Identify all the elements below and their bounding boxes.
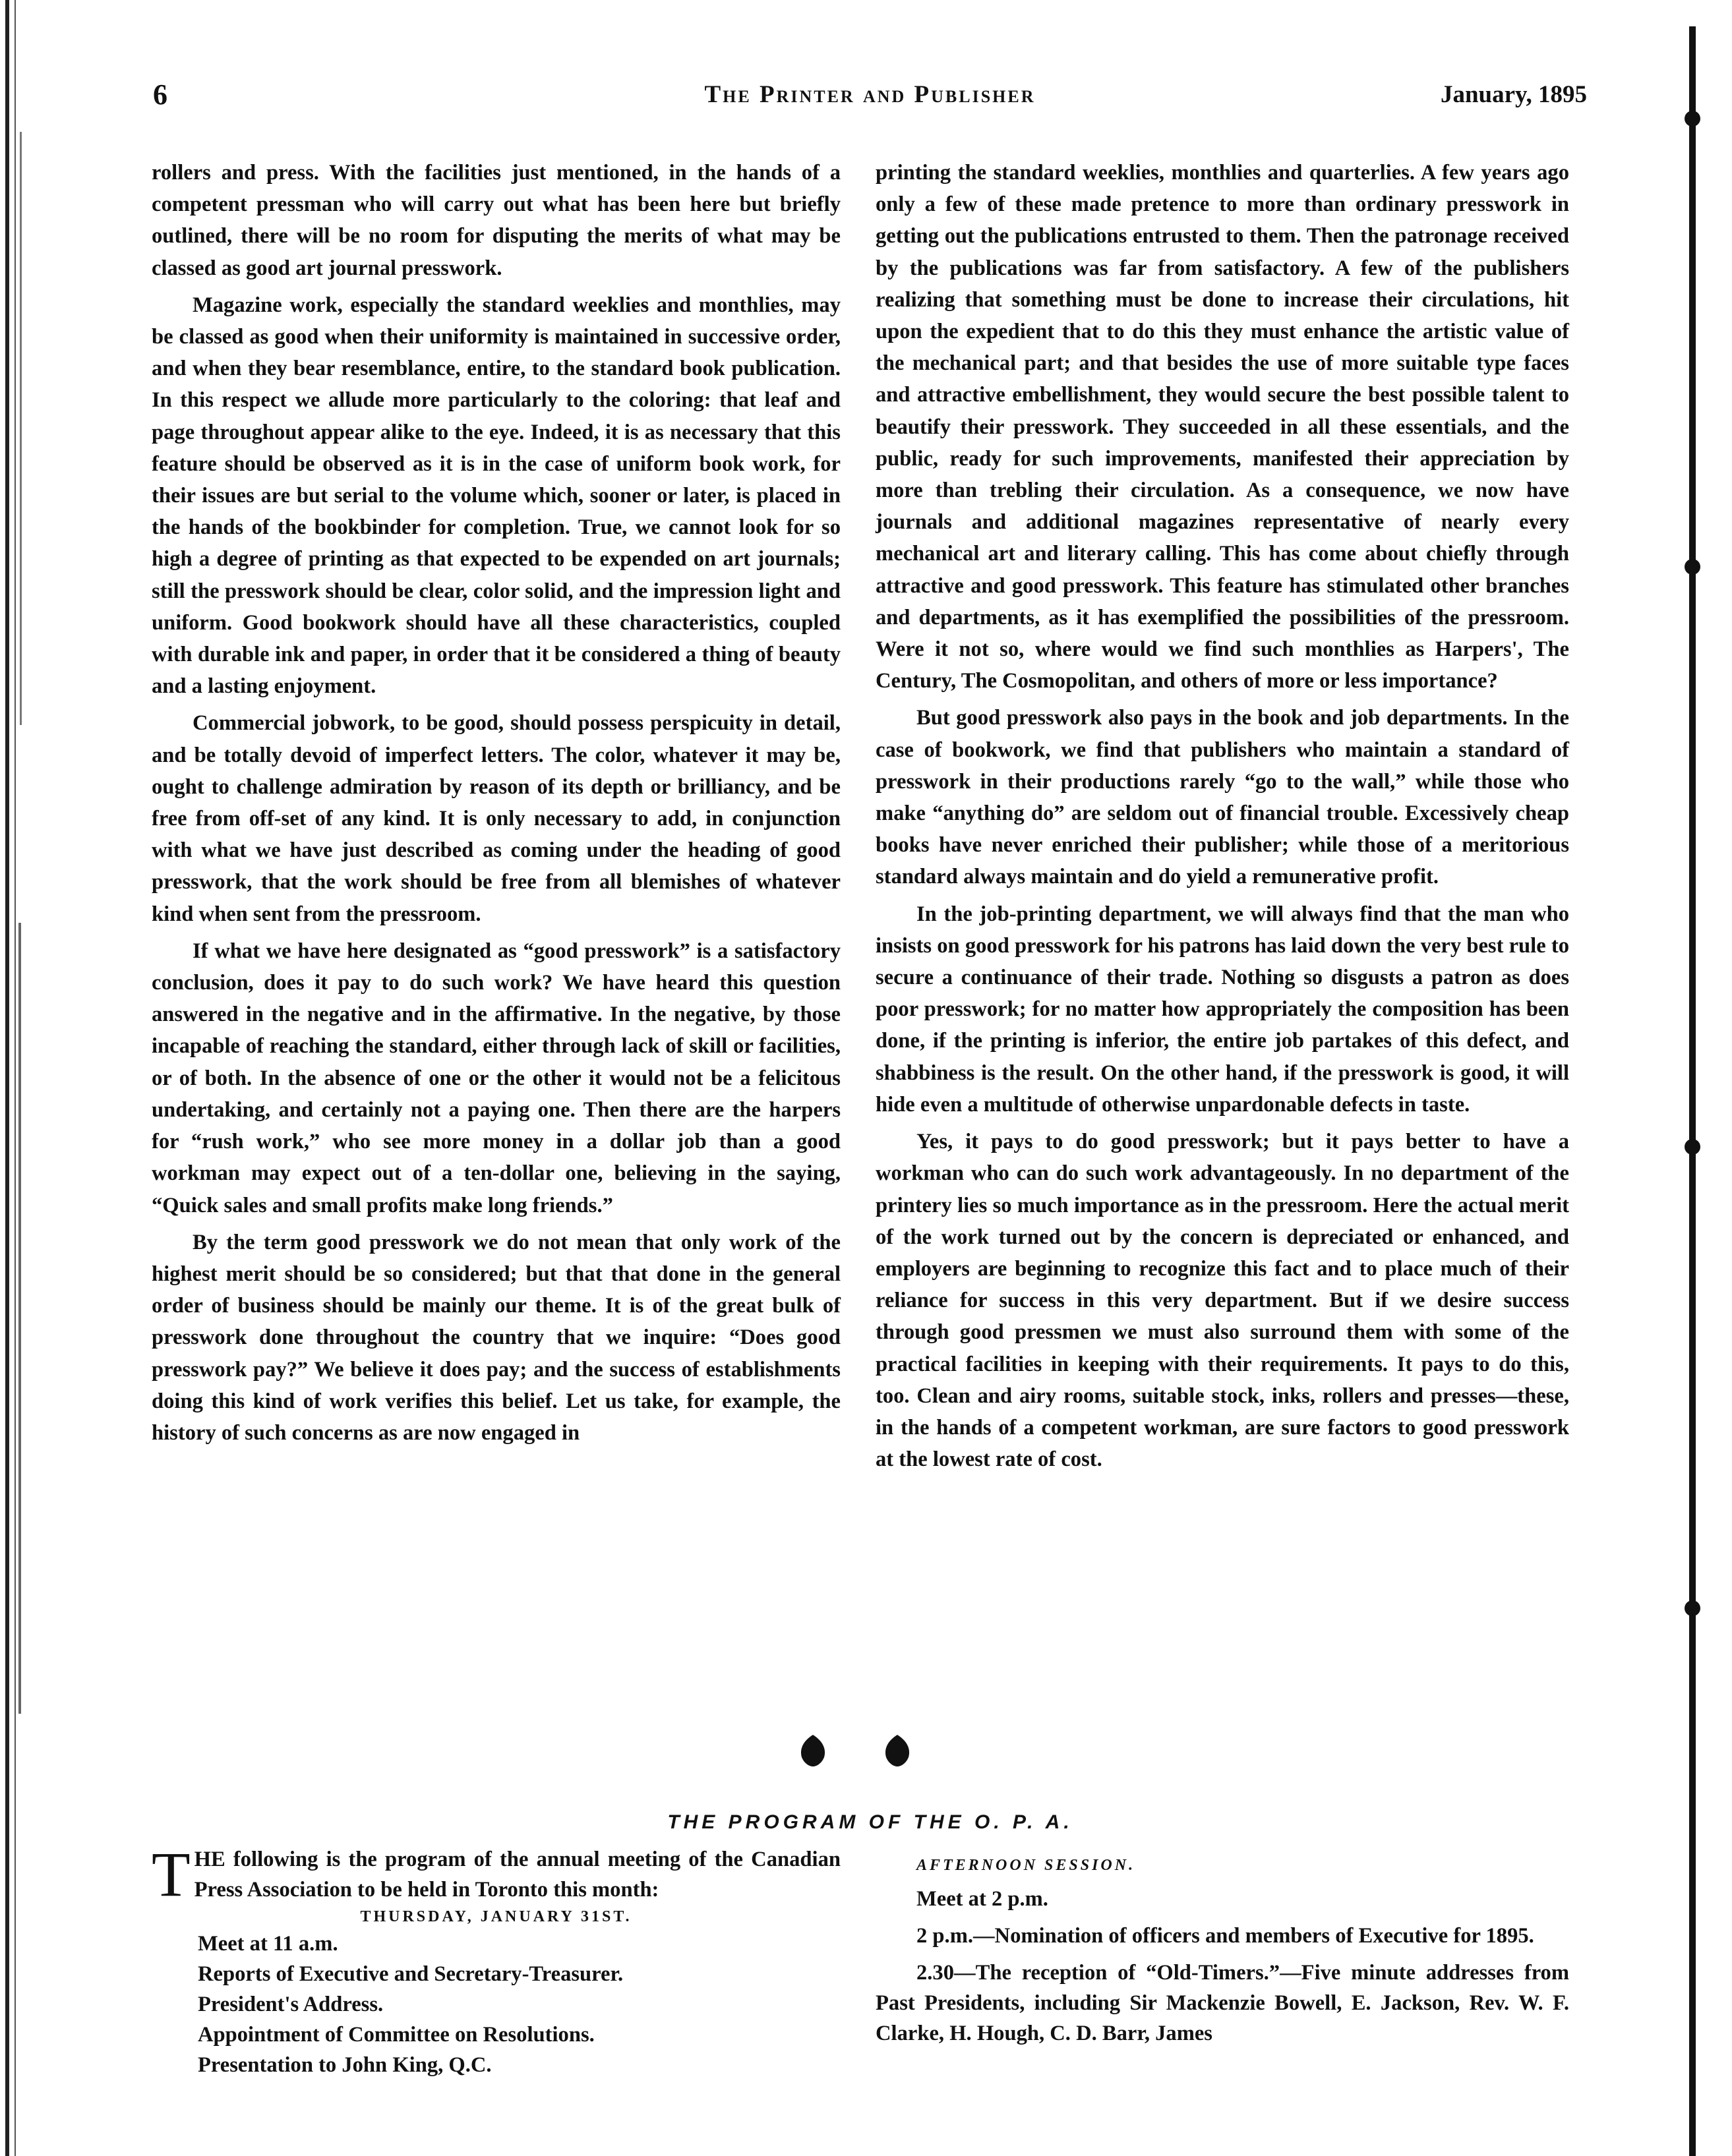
paragraph: printing the standard weeklies, monthlies and quarterlies. A few years ago only a few of these made pretence to more than ordinary presswork in getting out the publications entrusted to them. Then the patronage received by the publications was far from satisfactory. A few of the publishers realizing that something must be done to increase their circulations, hit upon the expedient that to do this they must enhance the artistic value of the mechanical part; and that besides the use of more suitable type faces and attractive embellishment, they would secure the best possible talent to beautify their presswork. They succeeded in all these essentials, and the public, ready for such improvements, manifested their appreciation by more than trebling their circulation. As a consequence, we now have journals and additional magazines representative of nearly every mechanical art and literary calling. This has come about chiefly through attractive and good presswork. This feature has stimulated other branches and departments, as it has exemplified the possibilities of the pressroom. Were it not so, where would we find such monthlies as Harpers', The Century, The Cosmopolitan, and others of more or less importance? [876,161,1569,693]
afternoon-session [876,1853,1569,2055]
section-title: THE PROGRAM OF THE O. P. A. [667,1811,1073,1833]
paragraph: But good presswork also pays in the book and job departments. In the case of bookwork, we find that publishers who maintain a standard of presswork in their productions rarely “go to the wall,” while those who make “anything do” are seldom out of financial trouble. Excessively cheap books have never enriched their publisher; while those of a meritorious standard always maintain and do yield a remunerative profit. [876,706,1569,889]
page-number: 6 [153,78,167,111]
list-item: Appointment of Committee on Resolutions. [198,2023,595,2047]
page-header [153,78,1587,117]
left-binding-edge [0,0,28,2156]
left-column [152,157,841,1454]
drop-cap: T [152,1839,191,1909]
paragraph: Magazine work, especially the standard weeklies and monthlies, may be classed as good when their uniformity is maintained in successive order, and when they bear resemblance, entire, to the standard book publication. In this respect we allude more particularly to the coloring: that leaf and page throughout appear alike to the eye. Indeed, it is as necessary that this feature should be observed as it is in the case of uniform book work, for their issues are but serial to the volume which, sooner or later, is placed in the hands of the bookbinder for completion. True, we cannot look for so high a degree of printing as that expected to be expended on art journals; still the presswork should be clear, color solid, and the impression light and uniform. Good bookwork should have all these characteristics, coupled with durable ink and paper, in order that it be considered a thing of beauty and a lasting enjoyment. [152,293,841,699]
paragraph: Commercial jobwork, to be good, should possess perspicuity in detail, and be totally devoid of imperfect letters. The color, whatever it may be, ought to challenge admiration by reason of its depth or brilliancy, and be free from off-set of any kind. It is only necessary to add, in conjunction with what we have just described as coming under the heading of good presswork, that the work should be free from all blemishes of whatever kind when sent from the pressroom. [152,711,841,926]
leaf-ornament-icon [882,1734,912,1768]
paragraph: By the term good presswork we do not mean that only work of the highest merit should be so considered; but that that done in the general order of business should be mainly our theme. It is of the great bulk of presswork done throughout the country that we inquire: “Does good presswork pay?” We believe it does pay; and the success of establishments doing this kind of work verifies this belief. Let us take, for example, the history of such concerns as are now engaged in [152,1230,841,1445]
right-column [876,157,1569,1480]
running-title: The Printer and Publisher [704,81,1036,108]
leaf-ornament-icon [798,1734,828,1768]
list-item: Presentation to John King, Q.C. [198,2053,492,2077]
list-item: 2.30—The reception of “Old-Timers.”—Five minute addresses from Past Presidents, including Sir Mackenzie Bowell, E. Jackson, Rev. W. F. Clarke, H. Hough, C. D. Barr, James [876,1961,1569,2045]
list-item: 2 p.m.—Nomination of officers and members of Executive for 1895. [916,1924,1534,1948]
program-intro [152,1839,841,2080]
right-binding-edge [1661,26,1721,2156]
list-item: Meet at 2 p.m. [916,1887,1048,1911]
issue-date: January, 1895 [1440,81,1587,108]
section-ornaments [778,1734,949,1786]
paragraph: If what we have here designated as “good presswork” is a satisfactory conclusion, does it pay to do such work? We have heard this question answered in the negative and in the affirmative. In the negative, by those incapable of reaching the standard, either through lack of skill or facilities, or of both. In the absence of one or the other it would not be a felicitous undertaking, and certainly not a paying one. Then there are the harpers for “rush work,” who see more money in a dollar job than a good workman may expect out of a ten-dollar one, believing in the saying, “Quick sales and small profits make long friends.” [152,939,841,1217]
paragraph: rollers and press. With the facilities just mentioned, in the hands of a competent pressman who will carry out what has been here but briefly outlined, there will be no room for disputing the merits of what may be classed as good art journal presswork. [152,161,841,280]
paragraph: In the job-printing department, we will always find that the man who insists on good presswork for his patrons has laid down the very best rule to secure a continuance of their trade. Nothing so disgusts a patron as does poor presswork; for no matter how appropriately the composition has been done, if the printing is inferior, the entire job partakes of this defect, and shabbiness is the result. On the other hand, if the presswork is good, it will hide even a multitude of otherwise unpardonable defects in taste. [876,902,1569,1117]
morning-program-list [152,1929,841,2080]
list-item: President's Address. [198,1993,384,2016]
session-heading: AFTERNOON SESSION. [916,1857,1136,1874]
paragraph: Yes, it pays to do good presswork; but it pays better to have a workman who can do such work advantageously. In no department of the printery lies so much importance as in the pressroom. Here the actual merit of the work turned out by the concern is depreciated or enhanced, and employers are beginning to recognize this fact and to place much of their reliance for success in this very department. But if we desire success through good pressmen we must also surround them with some of the practical facilities in keeping with their requirements. It pays to do this, too. Clean and airy rooms, suitable stock, inks, rollers and presses—these, in the hands of a competent workman, are sure factors to good presswork at the lowest rate of cost. [876,1130,1569,1472]
list-item: Meet at 11 a.m. [198,1932,338,1956]
day-heading: THURSDAY, JANUARY 31ST. [360,1908,632,1925]
program-intro-text: HE following is the program of the annual meeting of the Canadian Press Association to be held in Toronto this month: [194,1848,841,1902]
list-item: Reports of Executive and Secretary-Treasurer. [198,1962,624,1986]
